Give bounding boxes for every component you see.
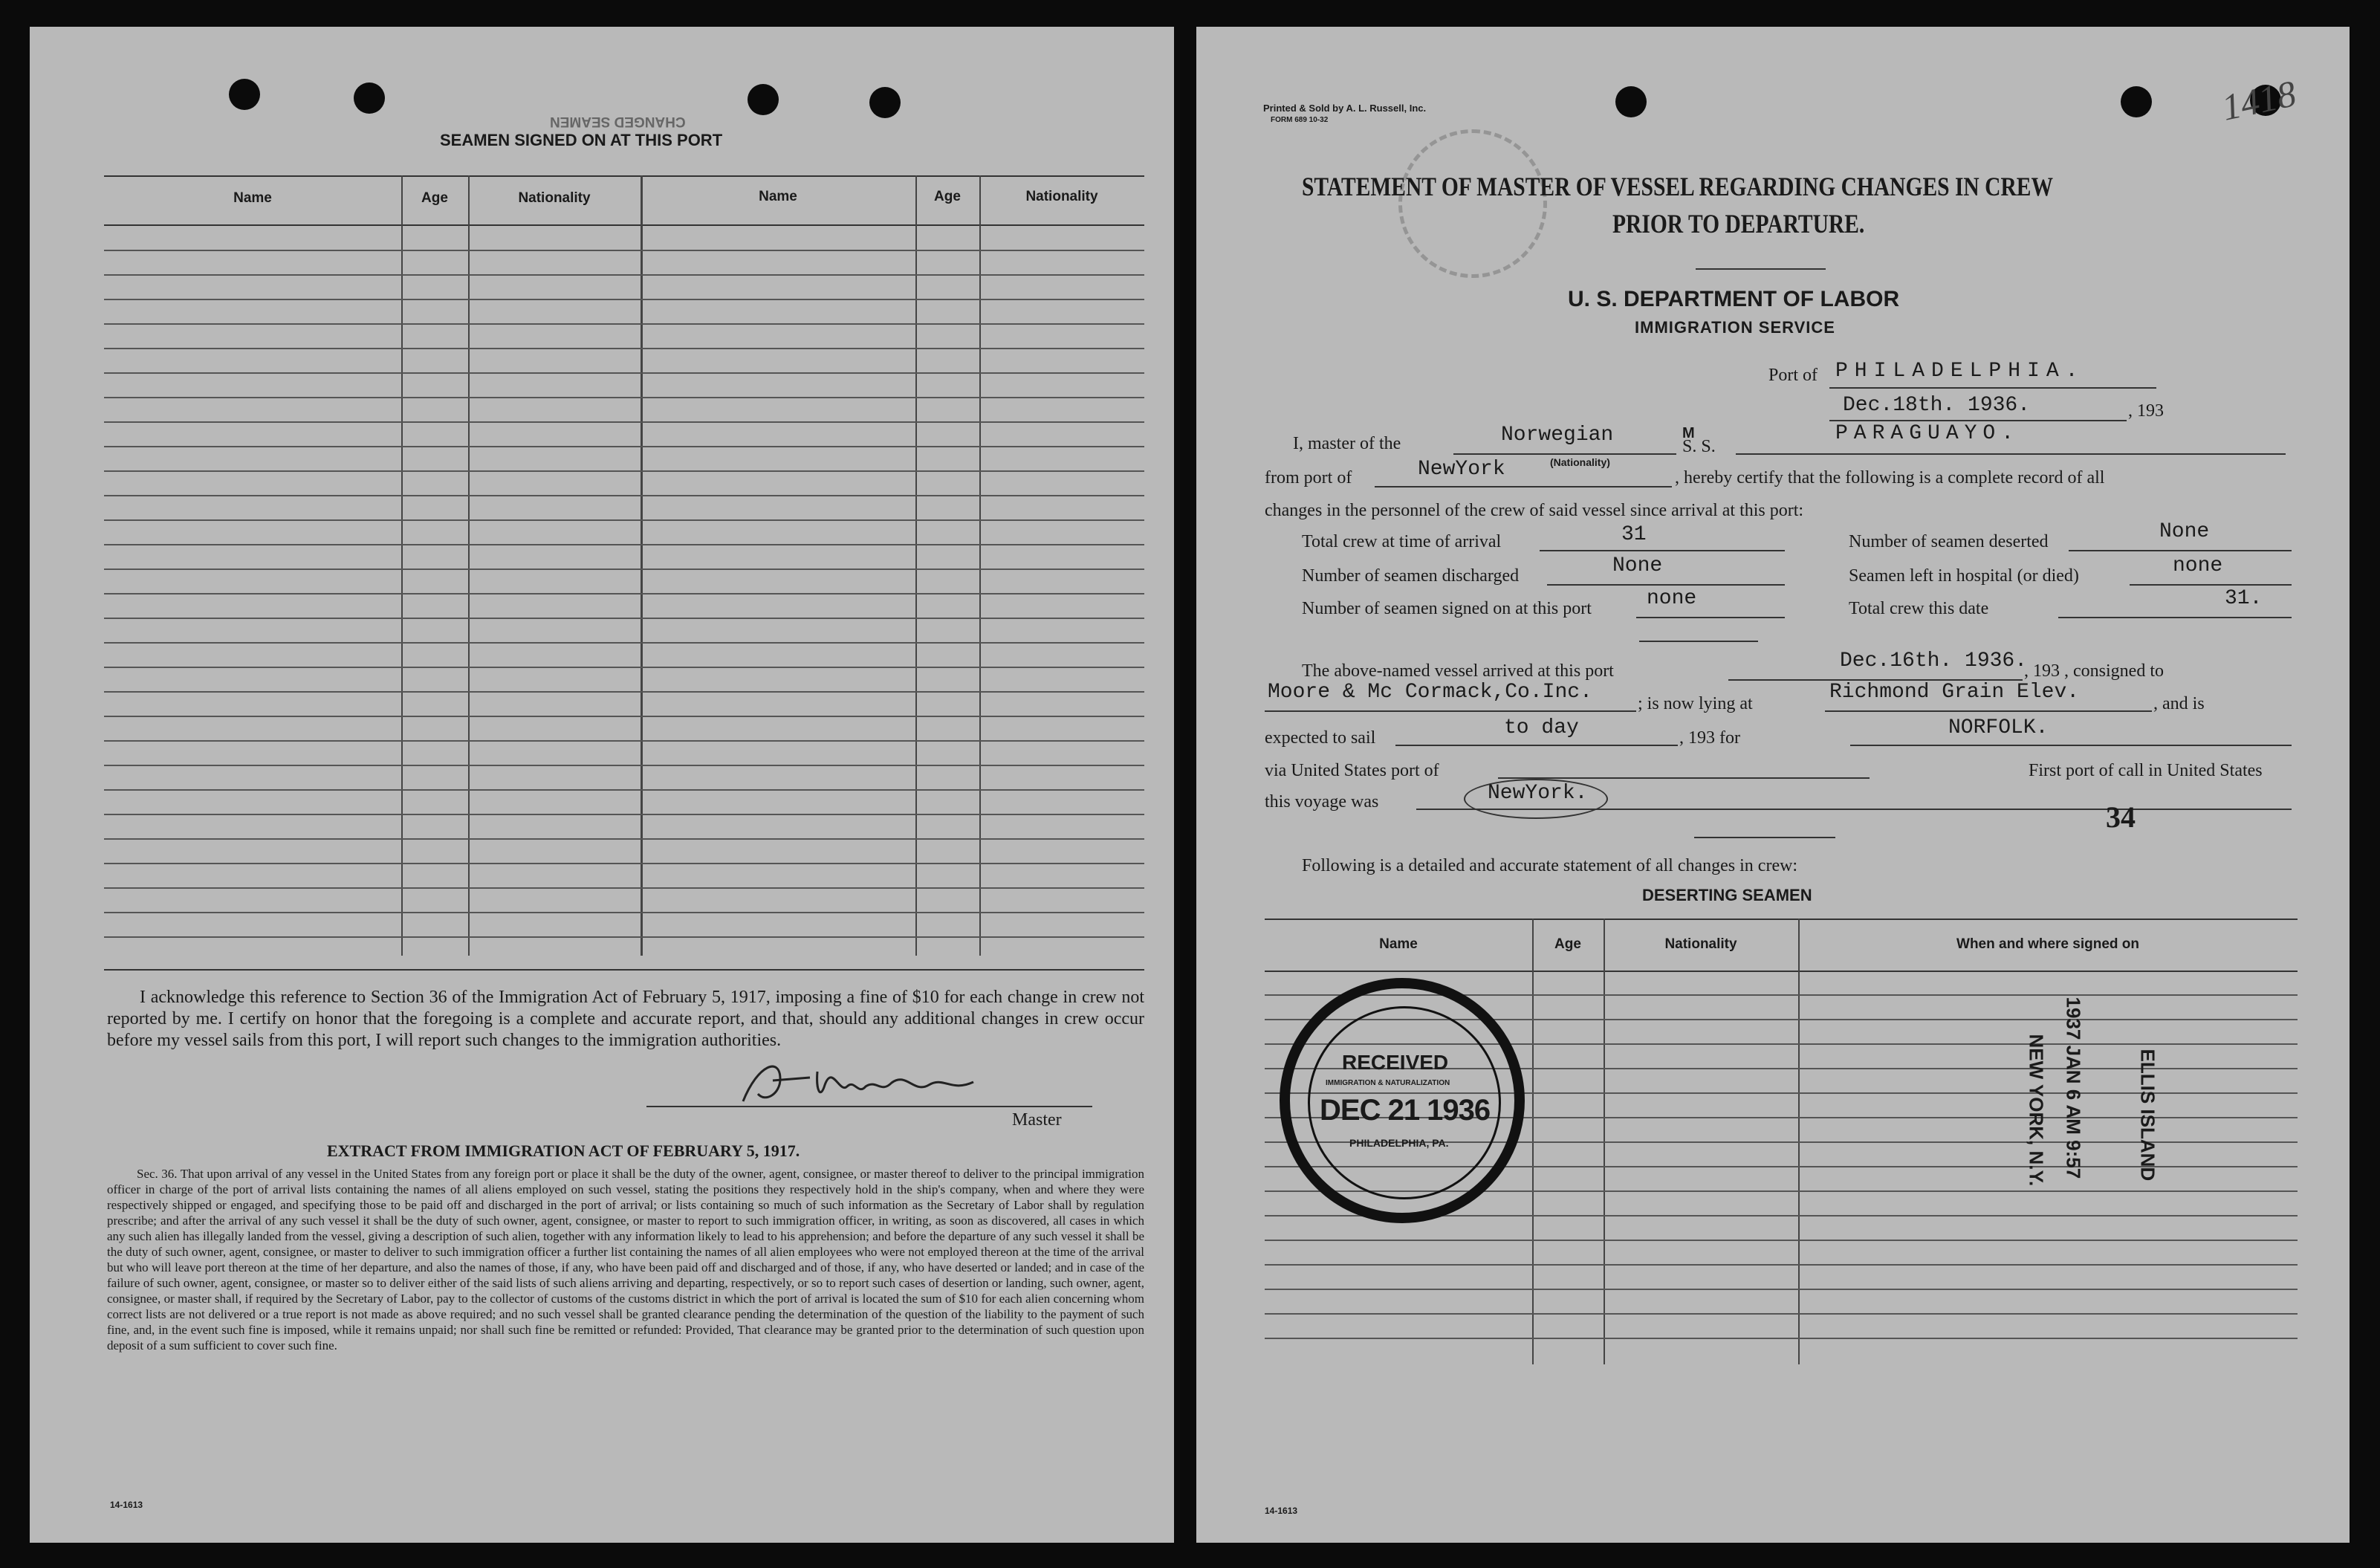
deserting-table-top	[1265, 919, 2298, 920]
deserting-col-name: Name	[1379, 936, 1418, 952]
col-header-name: Name	[233, 190, 272, 206]
total-arrival-value: 31	[1621, 523, 1647, 546]
via-label: via United States port of	[1265, 761, 1439, 780]
following-text: Following is a detailed and accurate statement of all changes in crew:	[1302, 856, 1798, 875]
table-row	[104, 887, 1144, 889]
master-of-label: I, master of the	[1293, 434, 1401, 453]
sum-rule	[1639, 641, 1758, 642]
table-row	[104, 250, 1144, 251]
port-line	[1829, 387, 2156, 389]
table-row	[104, 912, 1144, 913]
port-label: Port of	[1768, 366, 1818, 385]
deserted-line	[2069, 550, 2292, 551]
total-date-label: Total crew this date	[1849, 599, 1989, 618]
punch-hole	[869, 87, 901, 118]
stamp-date: DEC 21 1936	[1320, 1094, 1491, 1127]
hospital-line	[2130, 584, 2292, 586]
table-bottom-rule	[104, 969, 1144, 971]
table-row	[104, 323, 1144, 325]
table-row	[104, 814, 1144, 815]
col-header-nationality-2: Nationality	[1025, 189, 1098, 204]
signed-on-value: none	[1647, 587, 1697, 610]
for-label: , 193 for	[1679, 728, 1740, 748]
col-header-nationality: Nationality	[518, 190, 591, 206]
table-row	[104, 299, 1144, 300]
changes-text: changes in the personnel of the crew of said vessel since arrival at this port:	[1265, 501, 1804, 520]
discharged-value: None	[1612, 554, 1663, 577]
arrived-value: Dec.16th. 1936.	[1840, 649, 2028, 673]
punch-hole	[2121, 86, 2152, 117]
header-rule	[104, 224, 1144, 226]
discharged-label: Number of seamen discharged	[1302, 566, 1520, 586]
table-row	[104, 274, 1144, 276]
total-date-line	[2058, 617, 2292, 618]
upside-down-heading: CHANGED SEAMEN	[550, 114, 686, 129]
and-is-label: , and is	[2153, 694, 2205, 713]
table-row	[104, 691, 1144, 693]
port-value: PHILADELPHIA.	[1835, 360, 2085, 383]
table-row	[104, 740, 1144, 742]
from-port-value: NewYork	[1418, 458, 1505, 481]
right-page	[1196, 27, 2350, 1543]
nationality-value: Norwegian	[1501, 424, 1614, 447]
table-row	[104, 495, 1144, 496]
arrived-label: The above-named vessel arrived at this port	[1302, 661, 1614, 681]
total-arrival-label: Total crew at time of arrival	[1302, 532, 1502, 551]
hospital-label: Seamen left in hospital (or died)	[1849, 566, 2079, 586]
col-header-name-2: Name	[759, 189, 797, 204]
voyage-label: this voyage was	[1265, 792, 1379, 811]
table-row	[1265, 1240, 2298, 1241]
handwritten-corner: 1418	[2218, 72, 2300, 129]
table-row	[1265, 1313, 2298, 1315]
left-form-number: 14-1613	[110, 1500, 143, 1510]
signature-line	[646, 1106, 1092, 1107]
right-form-number: 14-1613	[1265, 1506, 1298, 1516]
master-label: Master	[1012, 1110, 1062, 1130]
service-name: IMMIGRATION SERVICE	[1635, 318, 1835, 337]
punch-hole	[748, 84, 779, 115]
signed-on-line	[1636, 617, 1785, 618]
table-row	[104, 618, 1144, 619]
col-header-age-2: Age	[934, 189, 961, 204]
punch-hole	[354, 82, 385, 114]
form-title-line-1: STATEMENT OF MASTER OF VESSEL REGARDING CHANGES IN CREW	[1302, 172, 2053, 201]
certify-text: , hereby certify that the following is a complete record of all	[1675, 468, 2105, 487]
total-date-value: 31.	[2225, 587, 2263, 610]
table-row	[104, 863, 1144, 864]
stamp-line-4: PHILADELPHIA, PA.	[1349, 1137, 1449, 1149]
table-row	[104, 446, 1144, 447]
table-row	[104, 544, 1144, 545]
via-line	[1498, 777, 1870, 779]
deserting-col-nationality: Nationality	[1664, 936, 1737, 952]
sail-line	[1395, 745, 1678, 746]
nationality-caption: (Nationality)	[1550, 456, 1610, 468]
table-row	[104, 397, 1144, 398]
table-row	[104, 348, 1144, 349]
table-row	[104, 838, 1144, 840]
stamp-received-text: RECEIVED	[1342, 1051, 1449, 1074]
voyage-rule-2	[1694, 837, 1835, 838]
acknowledgement-text: I acknowledge this reference to Section 36 of the Immigration Act of February 5, 1917, imposing a fine of $10 for each change in crew not reported by me. I certify on honor that the foregoing is a complete and accurate report, and that, should any additional changes in crew occur before my vessel sails from this port, I will report such changes to the immigration authorities.	[107, 988, 1144, 1050]
faint-postmark	[1398, 129, 1547, 278]
vessel-value: PARAGUAYO.	[1835, 422, 2020, 445]
voyage-value: NewYork.	[1488, 782, 1588, 805]
first-port-label: First port of call in United States	[2029, 761, 2263, 780]
from-port-line	[1375, 486, 1672, 487]
table-row	[104, 568, 1144, 570]
deserting-header-rule	[1265, 971, 2298, 972]
sail-value: to day	[1504, 716, 1579, 739]
nationality-line	[1453, 453, 1676, 455]
extract-heading: EXTRACT FROM IMMIGRATION ACT OF FEBRUARY 5, 1917.	[327, 1141, 800, 1160]
lying-value: Richmond Grain Elev.	[1829, 681, 2080, 704]
for-line	[1850, 745, 2292, 746]
table-row	[104, 789, 1144, 791]
printer-line-1: Printed & Sold by A. L. Russell, Inc.	[1263, 103, 1427, 114]
voyage-line	[1416, 809, 2292, 810]
stamp-line-2: IMMIGRATION & NATURALIZATION	[1326, 1079, 1450, 1087]
table-row	[1265, 1264, 2298, 1266]
table-top-rule	[104, 175, 1144, 177]
deserted-value: None	[2159, 520, 2210, 543]
discharged-line	[1547, 584, 1785, 586]
consigned-label: , 193 , consigned to	[2024, 661, 2164, 681]
ss-label: S. S.	[1682, 437, 1716, 456]
punch-hole	[1615, 86, 1647, 117]
extract-text: Sec. 36. That upon arrival of any vessel in the United States from any foreign port or place it shall be the duty of the owner, agent, consignee, or master thereof to deliver to the principal immigration officer in charge of the port of arrival lists containing the names of all aliens employed on such vessel, stating the positions they respectively hold in the ship's company, when and where they were respectively shipped or engaged, and specifying those to be paid off and discharged in the port of arrival; or lists containing so much of such information as the Secretary of Labor shall by regulation prescribe; and after the arrival of any such vessel it shall be the duty of such owner, agent, consignee, or master to report to such immigration officer, in writing, as soon as discovered, all cases in which any such alien has illegally landed from the vessel, giving a description of such alien, together with any information likely to lead to his apprehension; and before the departure of any such vessel it shall be the duty of such owner, agent, consignee, or master to deliver to such immigration officer a further list containing the names of all alien employees who were not employed thereon at the time of the arrival but who will leave port thereon at the time of her departure, and also the names of those, if any, who have been paid off and discharged and of those, if any, who have deserted or landed; and in case of the failure of such owner, agent, consignee, or master so to deliver either of the said lists of such aliens arriving and departing, respectively, or so to report such cases of desertion or landing, such owner, agent, consignee, or master shall, if required by the Secretary of Labor, pay to the collector of customs of the customs district in which the port of arrival is located the sum of $10 for each alien concerning whom correct lists are not delivered or a true report is not made as above required; and no such vessel shall be granted clearance pending the determination of the question of the liability to the payment of such fine, and, in the event such fine is imposed, while it remains unpaid; nor shall such fine be remitted or refunded: Provided, That clearance may be granted prior to the determination of such question upon deposit of a sum sufficient to cover such fine.	[107, 1167, 1144, 1352]
form-title-line-2: PRIOR TO DEPARTURE.	[1612, 209, 1865, 239]
table-row	[1265, 1289, 2298, 1290]
sail-label: expected to sail	[1265, 728, 1376, 748]
lying-line	[1825, 710, 2152, 712]
table-row	[104, 667, 1144, 668]
total-arrival-line	[1540, 550, 1785, 551]
deserting-heading: DESERTING SEAMEN	[1642, 886, 1812, 904]
from-port-label: from port of	[1265, 468, 1352, 487]
table-row	[104, 470, 1144, 472]
consignee-value: Moore & Mc Cormack,Co.Inc.	[1268, 681, 1592, 704]
table-row	[1265, 1338, 2298, 1339]
signed-on-label: Number of seamen signed on at this port	[1302, 599, 1592, 618]
year-suffix: , 193	[2128, 401, 2164, 421]
table-row	[104, 421, 1144, 423]
for-value: NORFOLK.	[1948, 716, 2049, 739]
vertical-stamp-place: ELLIS ISLAND	[2136, 1049, 2159, 1182]
deserted-label: Number of seamen deserted	[1849, 532, 2049, 551]
printer-line-2: FORM 689 10-32	[1271, 116, 1329, 124]
title-rule	[1696, 268, 1826, 270]
punch-hole	[229, 79, 260, 110]
deserting-col-signed-on: When and where signed on	[1956, 936, 2139, 952]
date-line	[1829, 420, 2127, 421]
table-row	[104, 372, 1144, 374]
table-row	[104, 642, 1144, 644]
department-name: U. S. DEPARTMENT OF LABOR	[1568, 287, 1900, 311]
deserting-col-age: Age	[1554, 936, 1581, 952]
left-heading: SEAMEN SIGNED ON AT THIS PORT	[440, 131, 723, 149]
col-header-age: Age	[421, 190, 448, 206]
date-value: Dec.18th. 1936.	[1843, 394, 2031, 417]
consignee-line	[1265, 710, 1636, 712]
vertical-stamp-date: 1937 JAN 6 AM 9:57	[2062, 997, 2085, 1179]
hospital-value: none	[2173, 554, 2223, 577]
table-row	[104, 936, 1144, 938]
vessel-line	[1736, 453, 2286, 455]
vertical-stamp-city: NEW YORK, N.Y.	[2025, 1034, 2048, 1187]
ms-label: M	[1682, 425, 1695, 441]
table-row	[104, 716, 1144, 717]
left-page	[30, 27, 1174, 1543]
received-stamp	[1280, 978, 1525, 1223]
table-row	[104, 765, 1144, 766]
handwritten-34: 34	[2106, 800, 2136, 834]
lying-label: ; is now lying at	[1638, 694, 1753, 713]
table-row	[104, 593, 1144, 595]
table-row	[104, 519, 1144, 521]
